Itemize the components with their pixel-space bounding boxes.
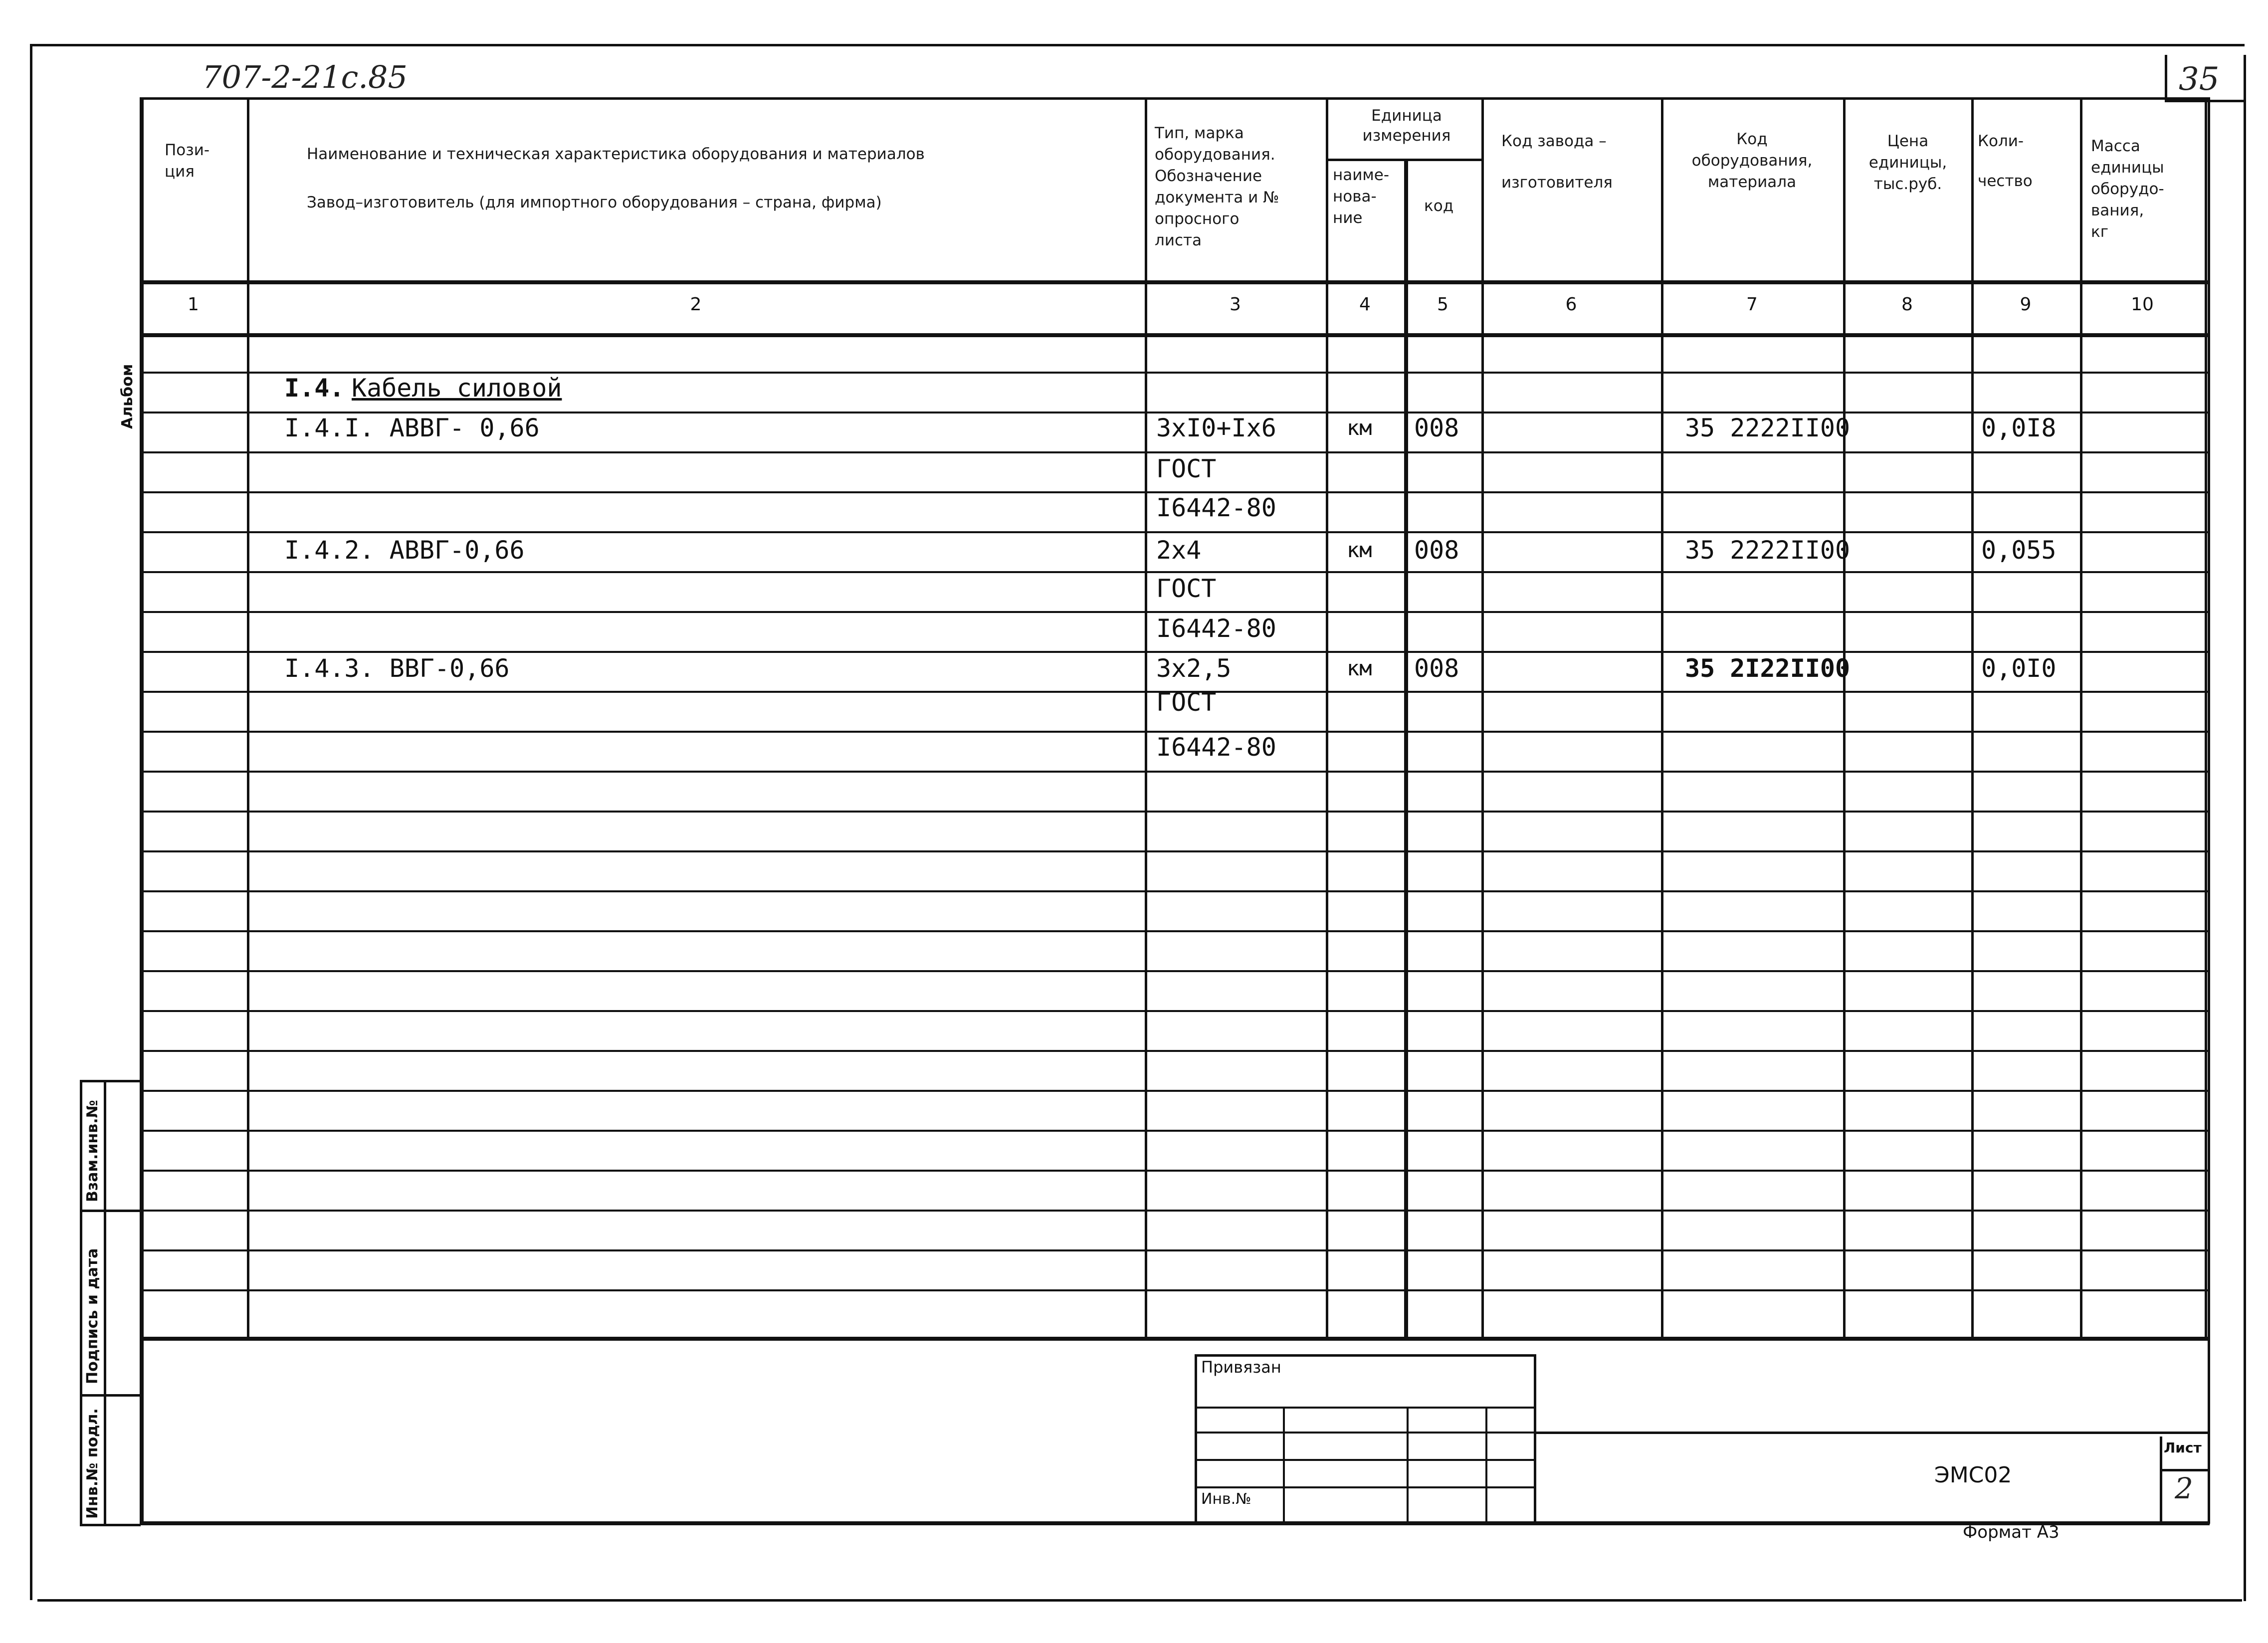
- header-col2-line1: Наименование и техническая характеристика оборудования и материалов: [307, 145, 925, 163]
- item-type-line2: ГОСТ: [1156, 574, 1217, 603]
- colnum-4: 4: [1359, 294, 1371, 315]
- header-col8: Цена единицы, тыс.руб.: [1868, 132, 1947, 193]
- item-type-line3: I6442-80: [1156, 614, 1276, 643]
- item-qty: 0,0I0: [1981, 654, 2057, 683]
- colnum-7: 7: [1746, 294, 1758, 315]
- section-number: I.4.: [284, 374, 345, 403]
- header-col45-group: Единица измерения: [1362, 107, 1451, 145]
- header-col7: Код оборудования, материала: [1691, 130, 1813, 191]
- item-qty: 0,0I8: [1981, 413, 2057, 442]
- item-type-line3: I6442-80: [1156, 493, 1276, 522]
- colnum-5: 5: [1437, 294, 1448, 315]
- item-name: I.4.3. ВВГ-0,66: [284, 654, 510, 683]
- item-type-line2: ГОСТ: [1156, 688, 1217, 717]
- item-type-line1: 2х4: [1156, 536, 1202, 565]
- item-qty: 0,055: [1981, 536, 2057, 565]
- colnum-9: 9: [2020, 294, 2032, 315]
- item-name: I.4.I. АВВГ- 0,66: [284, 413, 540, 442]
- colnum-2: 2: [690, 294, 702, 315]
- header-col9-line1: Коли-: [1978, 132, 2024, 150]
- header-col4: наиме- нова- ние: [1333, 166, 1390, 227]
- item-material-code: 35 2222II00: [1685, 413, 1851, 442]
- colnum-10: 10: [2131, 294, 2154, 315]
- drawing-code: ЭМС02: [1934, 1462, 2012, 1488]
- item-unit: км: [1347, 415, 1372, 440]
- header-col6-line1: Код завода –: [1501, 132, 1607, 150]
- header-col6-line2: изготовителя: [1501, 174, 1613, 192]
- stamp-podpis: Подпись и дата: [84, 1248, 101, 1384]
- item-type-line2: ГОСТ: [1156, 454, 1217, 483]
- item-unit-code: 008: [1414, 413, 1459, 442]
- doc-code: 707-2-21с.85: [202, 59, 408, 95]
- colnum-8: 8: [1901, 294, 1913, 315]
- item-name: I.4.2. АВВГ-0,66: [284, 536, 525, 565]
- item-unit-code: 008: [1414, 536, 1459, 565]
- header-col2-line2: Завод–изготовитель (для импортного оборудования – страна, фирма): [307, 194, 882, 211]
- privyazan-label: Привязан: [1201, 1358, 1281, 1377]
- section-title: Кабель силовой: [352, 374, 562, 403]
- sheet-number: 2: [2175, 1471, 2193, 1505]
- inv-no-label: Инв.№: [1201, 1490, 1251, 1508]
- header-col10: Масса единицы оборудо- вания, кг: [2091, 137, 2164, 241]
- item-type-line3: I6442-80: [1156, 733, 1276, 762]
- format-label: Формат А3: [1963, 1522, 2060, 1542]
- item-type-line1: 3хI0+Iх6: [1156, 413, 1276, 442]
- header-col9-line2: чество: [1978, 172, 2033, 190]
- header-col3: Тип, марка оборудования. Обозначение документа и № опросного листа: [1155, 124, 1279, 249]
- side-album: Альбом: [119, 364, 136, 429]
- item-type-line1: 3х2,5: [1156, 654, 1232, 683]
- item-material-code: 35 2222II00: [1685, 536, 1851, 565]
- header-col1: Пози- ция: [165, 141, 210, 181]
- item-unit: км: [1347, 538, 1372, 562]
- item-unit-code: 008: [1414, 654, 1459, 683]
- header-col5: код: [1424, 197, 1454, 215]
- colnum-1: 1: [188, 294, 199, 315]
- sheet-label: Лист: [2164, 1439, 2202, 1456]
- item-unit: км: [1347, 656, 1372, 680]
- colnum-3: 3: [1230, 294, 1241, 315]
- stamp-vzam: Взам.инв.№: [84, 1100, 101, 1202]
- page-number: 35: [2179, 61, 2220, 98]
- stamp-inv-podl: Инв.№ подл.: [84, 1408, 101, 1519]
- colnum-6: 6: [1565, 294, 1577, 315]
- item-material-code: 35 2I22II00: [1685, 654, 1851, 683]
